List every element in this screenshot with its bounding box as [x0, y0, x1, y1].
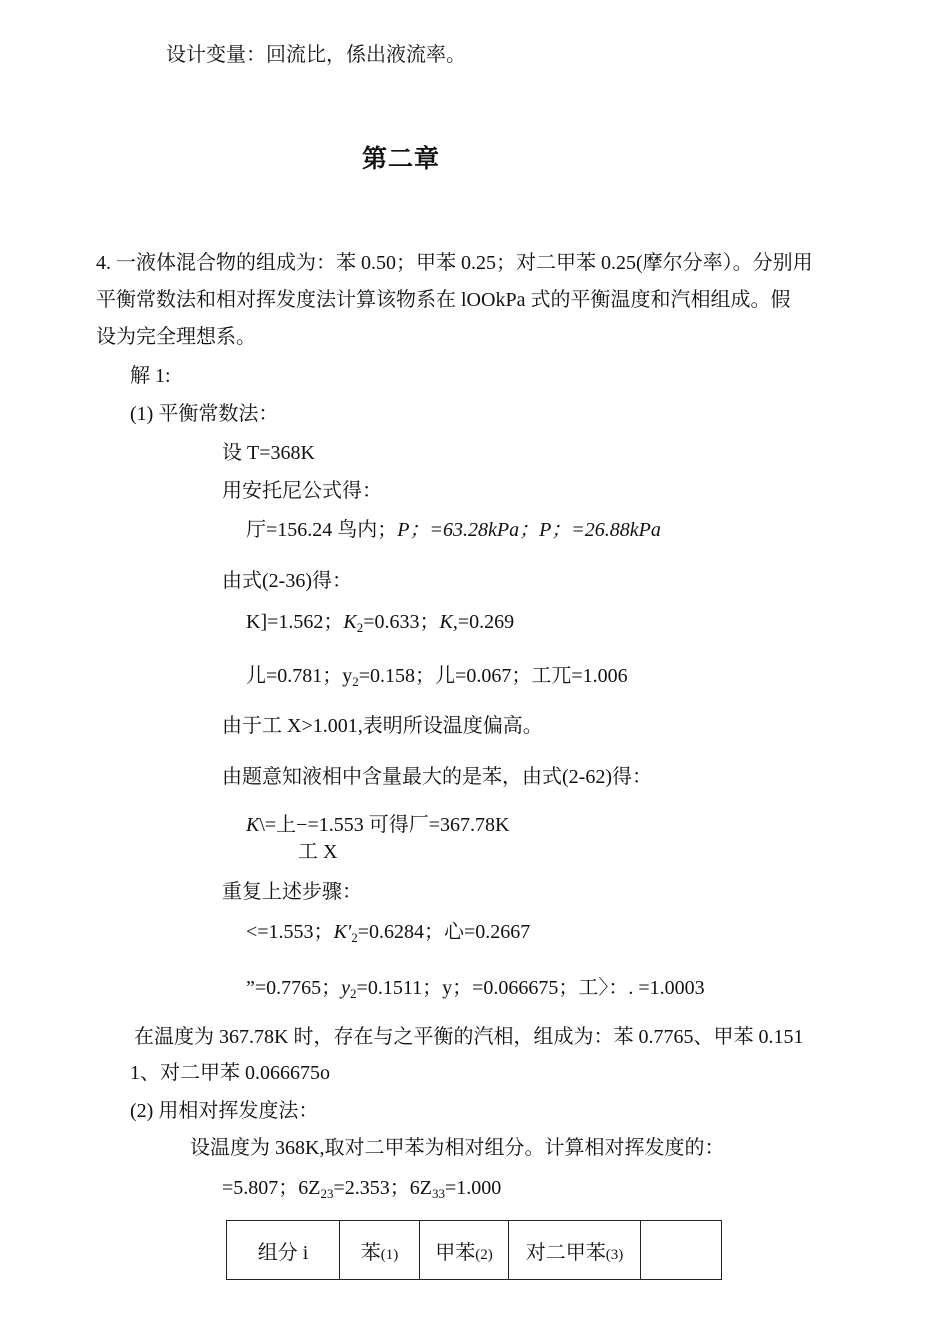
table-header-row	[227, 1221, 722, 1280]
problem-line-1: 4. 一液体混合物的组成为：苯 0.50；甲苯 0.25；对二甲苯 0.25(摩尔分率）。分别用	[96, 252, 813, 274]
eq-2-36-note: 由式(2-36)得：	[222, 570, 352, 592]
table-header-cell: 组分 i	[227, 1221, 340, 1280]
k-new-symbol: K	[246, 814, 260, 836]
alpha-1: =5.807；	[222, 1177, 299, 1199]
k-values-line	[246, 611, 515, 635]
k-new-line	[246, 815, 509, 835]
solution-heading: 解 1:	[130, 365, 171, 387]
chapter-title: 第二章	[362, 144, 441, 173]
pressure-line	[246, 520, 661, 540]
method2-heading: (2) 用相对挥发度法：	[130, 1100, 319, 1122]
y-value-3: 儿=0.067；	[435, 665, 532, 687]
k-repeat-2-subscript: 2	[351, 930, 358, 945]
k-value-2: =0.633；	[363, 611, 440, 633]
problem-line-2: 平衡常数法和相对挥发度法计算该物系在 lOOkPa 式的平衡温度和汽相组成。假	[96, 289, 791, 311]
y-sum: 工兀=1.006	[531, 665, 628, 687]
y-repeat-2: =0.1511；	[356, 977, 443, 999]
benzene-note: 由题意知液相中含量最大的是苯，由式(2-62)得：	[222, 766, 652, 788]
y-value-2: =0.158；	[358, 665, 436, 687]
k-repeat-2: =0.6284；	[357, 921, 444, 943]
y-value-2-subscript: 2	[352, 674, 359, 689]
y-repeat-1: ”=0.7765；	[246, 977, 342, 999]
k-new-denominator: 工 X	[298, 841, 338, 863]
k-repeat-line	[246, 921, 531, 945]
sum-note: 由于工 X>1.001,表明所设温度偏高。	[222, 715, 543, 737]
k-value-2-subscript: 2	[356, 620, 364, 635]
assume-temperature: 设 T=368K	[222, 442, 315, 464]
y-repeat-2-subscript: 2	[350, 986, 357, 1001]
intro-line: 设计变量：回流比，係出液流率。	[166, 44, 466, 66]
k-value-3: ,=0.269	[452, 611, 515, 633]
repeat-note: 重复上述步骤：	[222, 881, 362, 903]
conclusion-line-1: 在温度为 367.78K 时，存在与之平衡的汽相，组成为：苯 0.7765、甲苯 0.151	[134, 1026, 804, 1048]
pressure-1: 厅=156.24 鸟内；	[246, 519, 398, 541]
pressure-2: P；=63.28kPa；	[397, 519, 540, 541]
y-repeat-3: y；=0.066675；	[442, 977, 579, 999]
alpha-2: =2.353；	[333, 1177, 410, 1199]
y-value-2-symbol: y	[342, 665, 353, 687]
k-value-2-symbol: K	[343, 611, 357, 633]
y-repeat-line	[246, 977, 705, 1001]
method2-text: 设温度为 368K,取对二甲苯为相对组分。计算相对挥发度的：	[190, 1137, 725, 1159]
y-values-line	[246, 665, 628, 689]
component-table	[226, 1220, 722, 1280]
table-header-cell: 对二甲苯(3)	[509, 1221, 641, 1280]
k-repeat-3: 心=0.2667	[443, 921, 531, 943]
y-repeat-sum: 工〉：. =1.0003	[578, 977, 705, 999]
conclusion-line-2: 1、对二甲苯 0.066675o	[130, 1062, 330, 1084]
table-header-cell: 甲苯(2)	[420, 1221, 509, 1280]
k-repeat-1: <=1.553；	[246, 921, 334, 943]
k-new-expression: \=上−=1.553 可得厂=367.78K	[259, 814, 510, 836]
antoine-note: 用安托尼公式得：	[222, 480, 382, 502]
alpha-values-line	[222, 1177, 502, 1201]
method1-heading: (1) 平衡常数法：	[130, 403, 279, 425]
pressure-3: P；=26.88kPa	[539, 519, 661, 541]
y-repeat-2-symbol: y	[341, 977, 351, 999]
problem-line-3: 设为完全理想系。	[96, 326, 256, 348]
alpha-2-subscript: 23	[320, 1186, 334, 1201]
k-repeat-2-symbol: K'	[333, 921, 352, 943]
alpha-3: =1.000	[445, 1177, 502, 1199]
table-header-cell: 苯(1)	[340, 1221, 420, 1280]
alpha-3-prefix: 6Z	[409, 1177, 432, 1199]
k-value-3-symbol: K	[439, 611, 453, 633]
alpha-3-subscript: 33	[432, 1186, 445, 1201]
alpha-2-prefix: 6Z	[298, 1177, 321, 1199]
k-value-1: K]=1.562；	[246, 611, 344, 633]
y-value-1: 儿=0.781；	[246, 665, 343, 687]
table-header-cell	[641, 1221, 722, 1280]
